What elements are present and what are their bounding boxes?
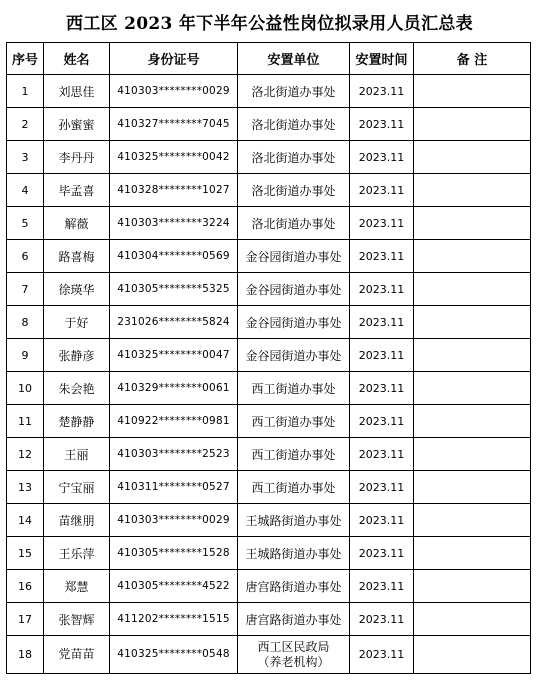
cell-seq: 16: [7, 570, 44, 603]
cell-remark: [414, 174, 531, 207]
cell-unit: [238, 570, 350, 603]
cell-seq: 9: [7, 339, 44, 372]
table-row: [7, 603, 531, 636]
cell-unit-line: 西工区民政局: [257, 639, 330, 654]
cell-name: 王乐萍: [44, 537, 110, 570]
cell-remark: [414, 471, 531, 504]
cell-seq: 3: [7, 141, 44, 174]
cell-name: 张智辉: [44, 603, 110, 636]
document-title: 西工区 2023 年下半年公益性岗位拟录用人员汇总表: [66, 13, 473, 34]
table-body: [7, 75, 531, 674]
cell-seq: 12: [7, 438, 44, 471]
cell-id: 410922********0981: [110, 405, 238, 438]
cell-id: 410303********0029: [110, 75, 238, 108]
table-row: [7, 174, 531, 207]
cell-remark: [414, 207, 531, 240]
cell-unit: [238, 504, 350, 537]
cell-unit-line: 王城路街道办事处: [245, 546, 342, 561]
cell-unit: [238, 372, 350, 405]
cell-time: 2023.11: [350, 306, 414, 339]
cell-unit-line: （养老机构）: [257, 654, 330, 669]
cell-id: 410329********0061: [110, 372, 238, 405]
cell-unit-line: 金谷园街道办事处: [245, 315, 342, 330]
cell-unit: [238, 537, 350, 570]
cell-id: 410305********4522: [110, 570, 238, 603]
cell-name: 孙蜜蜜: [44, 108, 110, 141]
cell-unit-line: 西工街道办事处: [251, 447, 336, 462]
cell-time: 2023.11: [350, 504, 414, 537]
cell-remark: [414, 306, 531, 339]
cell-seq: 17: [7, 603, 44, 636]
cell-id: 410305********1528: [110, 537, 238, 570]
cell-unit-line: 西工街道办事处: [251, 480, 336, 495]
table-row: [7, 438, 531, 471]
cell-time: 2023.11: [350, 405, 414, 438]
cell-id: 410303********2523: [110, 438, 238, 471]
cell-seq: 10: [7, 372, 44, 405]
cell-unit: [238, 240, 350, 273]
table-row: [7, 141, 531, 174]
cell-unit: [238, 141, 350, 174]
cell-unit-line: 金谷园街道办事处: [245, 282, 342, 297]
cell-time: 2023.11: [350, 174, 414, 207]
table-row: [7, 240, 531, 273]
cell-unit: [238, 339, 350, 372]
cell-unit: [238, 306, 350, 339]
cell-remark: [414, 141, 531, 174]
cell-time: 2023.11: [350, 207, 414, 240]
cell-seq: 7: [7, 273, 44, 306]
cell-time: 2023.11: [350, 603, 414, 636]
cell-unit: [238, 636, 350, 674]
cell-unit: [238, 471, 350, 504]
cell-time: 2023.11: [350, 141, 414, 174]
header-name: 姓名: [44, 43, 110, 75]
cell-seq: 11: [7, 405, 44, 438]
cell-unit-line: 唐宫路街道办事处: [245, 612, 342, 627]
cell-name: 刘思佳: [44, 75, 110, 108]
cell-unit-line: 洛北街道办事处: [251, 216, 336, 231]
cell-unit-line: 王城路街道办事处: [245, 513, 342, 528]
cell-name: 徐瑛华: [44, 273, 110, 306]
table-row: [7, 471, 531, 504]
cell-seq: 4: [7, 174, 44, 207]
cell-remark: [414, 603, 531, 636]
cell-unit-line: 洛北街道办事处: [251, 183, 336, 198]
cell-id: 410311********0527: [110, 471, 238, 504]
cell-remark: [414, 636, 531, 674]
table-row: [7, 636, 531, 674]
cell-remark: [414, 273, 531, 306]
cell-time: 2023.11: [350, 438, 414, 471]
cell-seq: 13: [7, 471, 44, 504]
cell-remark: [414, 240, 531, 273]
header-id: 身份证号: [110, 43, 238, 75]
cell-id: 410304********0569: [110, 240, 238, 273]
header-seq: 序号: [7, 43, 44, 75]
cell-remark: [414, 537, 531, 570]
cell-time: 2023.11: [350, 108, 414, 141]
table-row: [7, 75, 531, 108]
cell-name: 宁宝丽: [44, 471, 110, 504]
cell-name: 王丽: [44, 438, 110, 471]
cell-time: 2023.11: [350, 471, 414, 504]
cell-id: 410328********1027: [110, 174, 238, 207]
cell-unit: [238, 108, 350, 141]
cell-seq: 14: [7, 504, 44, 537]
cell-seq: 15: [7, 537, 44, 570]
cell-time: 2023.11: [350, 273, 414, 306]
cell-unit-line: 金谷园街道办事处: [245, 348, 342, 363]
cell-remark: [414, 438, 531, 471]
personnel-table: [6, 42, 531, 674]
header-unit: 安置单位: [238, 43, 350, 75]
cell-seq: 8: [7, 306, 44, 339]
table-row: [7, 372, 531, 405]
cell-seq: 2: [7, 108, 44, 141]
cell-name: 李丹丹: [44, 141, 110, 174]
cell-unit: [238, 603, 350, 636]
cell-remark: [414, 75, 531, 108]
cell-time: 2023.11: [350, 537, 414, 570]
cell-unit-line: 西工街道办事处: [251, 381, 336, 396]
header-time: 安置时间: [350, 43, 414, 75]
cell-unit: [238, 273, 350, 306]
cell-unit: [238, 174, 350, 207]
cell-unit: [238, 207, 350, 240]
cell-unit-line: 金谷园街道办事处: [245, 249, 342, 264]
cell-id: 410327********7045: [110, 108, 238, 141]
cell-time: 2023.11: [350, 636, 414, 674]
cell-name: 苗继朋: [44, 504, 110, 537]
cell-time: 2023.11: [350, 570, 414, 603]
table-row: [7, 306, 531, 339]
cell-remark: [414, 108, 531, 141]
header-remark: 备 注: [414, 43, 531, 75]
cell-name: 毕孟喜: [44, 174, 110, 207]
cell-name: 解薇: [44, 207, 110, 240]
cell-seq: 1: [7, 75, 44, 108]
cell-name: 朱会艳: [44, 372, 110, 405]
cell-id: 410325********0042: [110, 141, 238, 174]
cell-id: 410325********0548: [110, 636, 238, 674]
table-header-row: [7, 43, 531, 75]
cell-unit-line: 洛北街道办事处: [251, 150, 336, 165]
cell-id: 410305********5325: [110, 273, 238, 306]
cell-time: 2023.11: [350, 372, 414, 405]
cell-remark: [414, 570, 531, 603]
cell-id: 411202********1515: [110, 603, 238, 636]
table-row: [7, 339, 531, 372]
cell-unit-line: 洛北街道办事处: [251, 117, 336, 132]
cell-remark: [414, 339, 531, 372]
cell-seq: 18: [7, 636, 44, 674]
table-row: [7, 108, 531, 141]
cell-name: 路喜梅: [44, 240, 110, 273]
table-row: [7, 207, 531, 240]
cell-unit-line: 洛北街道办事处: [251, 84, 336, 99]
cell-unit: [238, 405, 350, 438]
cell-unit: [238, 438, 350, 471]
cell-id: 410303********3224: [110, 207, 238, 240]
table-row: [7, 504, 531, 537]
cell-name: 楚静静: [44, 405, 110, 438]
table-row: [7, 273, 531, 306]
cell-id: 231026********5824: [110, 306, 238, 339]
cell-seq: 5: [7, 207, 44, 240]
cell-time: 2023.11: [350, 75, 414, 108]
cell-unit: [238, 75, 350, 108]
cell-time: 2023.11: [350, 240, 414, 273]
cell-remark: [414, 504, 531, 537]
table-row: [7, 570, 531, 603]
cell-remark: [414, 405, 531, 438]
table-row: [7, 405, 531, 438]
cell-name: 于好: [44, 306, 110, 339]
cell-name: 党苗苗: [44, 636, 110, 674]
cell-name: 张静彦: [44, 339, 110, 372]
cell-remark: [414, 372, 531, 405]
cell-unit-line: 唐宫路街道办事处: [245, 579, 342, 594]
cell-time: 2023.11: [350, 339, 414, 372]
cell-id: 410303********0029: [110, 504, 238, 537]
table-row: [7, 537, 531, 570]
cell-seq: 6: [7, 240, 44, 273]
cell-name: 郑慧: [44, 570, 110, 603]
cell-unit-line: 西工街道办事处: [251, 414, 336, 429]
cell-id: 410325********0047: [110, 339, 238, 372]
